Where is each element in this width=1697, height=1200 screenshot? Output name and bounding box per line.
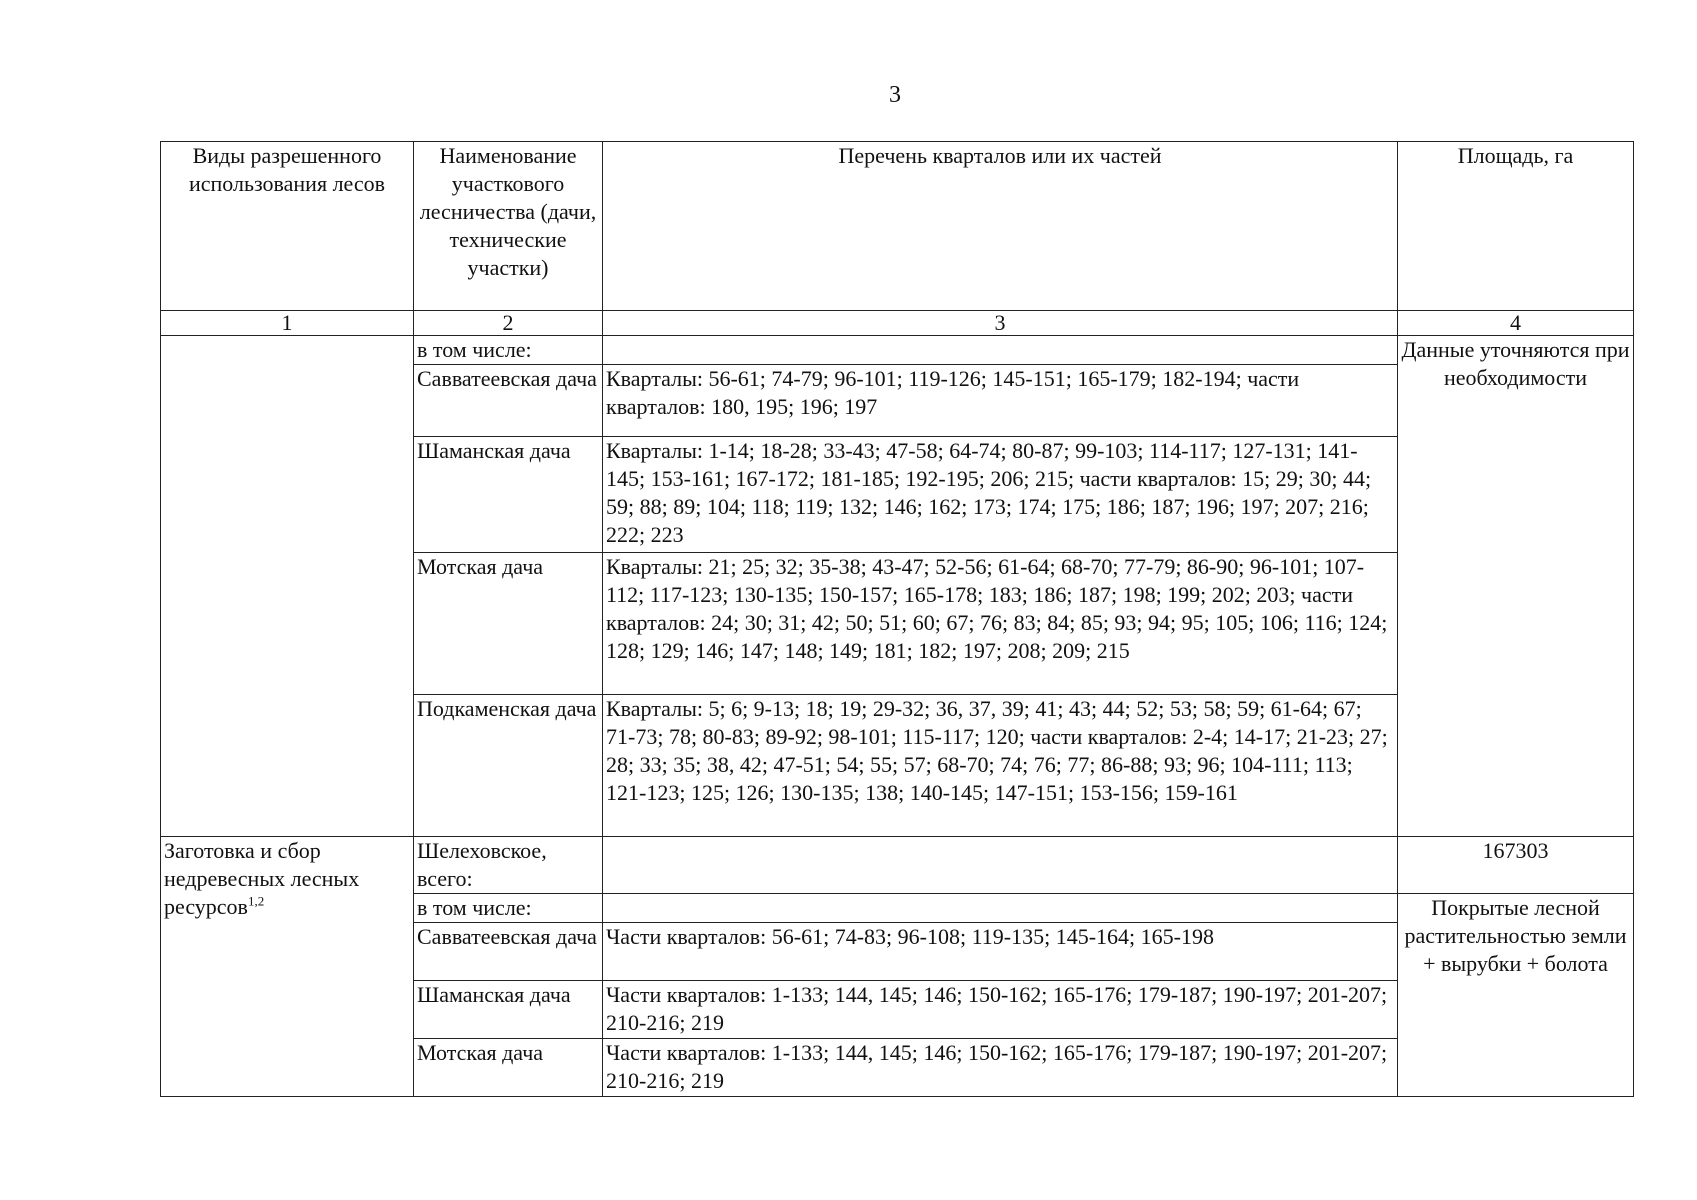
column-number: 4 — [1398, 311, 1634, 336]
quarters-list: Части кварталов: 1-133; 144, 145; 146; 150-162; 165-176; 179-187; 190-197; 201-207; 210-216; 219 — [603, 1039, 1398, 1097]
quarters-list — [603, 336, 1398, 365]
forestry-name: Подкаменская дача — [414, 695, 603, 837]
quarters-list: Кварталы: 5; 6; 9-13; 18; 19; 29-32; 36, 37, 39; 41; 43; 44; 52; 53; 58; 59; 61-64; 67; 71-73; 78; 80-83; 89-92; 98-101; 115-117; 120; части кварталов: 2-4; 14-17; 21-23; 27; 28; 33; 35; 38, 42; 47-51; 54; 55; 57; 68-70; 74; 76; 77; 86-88; 93; 96; 104-111; 113; 121-123; 125; 126; 130-135; 138; 140-145; 147-151; 153-156; 159-161 — [603, 695, 1398, 837]
forestry-name: Мотская дача — [414, 1039, 603, 1097]
forestry-name: в том числе: — [414, 336, 603, 365]
quarters-list — [603, 894, 1398, 923]
quarters-list: Части кварталов: 1-133; 144, 145; 146; 150-162; 165-176; 179-187; 190-197; 201-207; 210-216; 219 — [603, 981, 1398, 1039]
header-row — [161, 142, 1634, 311]
forestry-name: Савватеевская дача — [414, 923, 603, 981]
header-quarters-list: Перечень кварталов или их частей — [603, 142, 1398, 311]
area-note: Покрытые лесной растительностью земли + вырубки + болота — [1398, 894, 1634, 1097]
header-use-type: Виды разрешенного использования лесов — [161, 142, 414, 311]
header-area: Площадь, га — [1398, 142, 1634, 311]
footnote-ref: 1,2 — [247, 893, 265, 909]
quarters-list: Кварталы: 21; 25; 32; 35-38; 43-47; 52-56; 61-64; 68-70; 77-79; 86-90; 96-101; 107-112; 117-123; 130-135; 150-157; 165-178; 183; 186; 187; 198; 199; 202; 203; части кварталов: 24; 30; 31; 42; 50; 51; 60; 67; 76; 83; 84; 85; 93; 94; 95; 105; 106; 116; 124; 128; 129; 146; 147; 148; 149; 181; 182; 197; 208; 209; 215 — [603, 553, 1398, 695]
total-area: 167303 — [1398, 837, 1634, 894]
column-number: 3 — [603, 311, 1398, 336]
forestry-total-name: Шелеховское, всего: — [414, 837, 603, 894]
header-forestry-name: Наименование участкового лесничества (дачи, технические участки) — [414, 142, 603, 311]
use-type-text: Заготовка и сбор недревесных лесных ресурсов — [164, 838, 360, 919]
table-row — [161, 336, 1634, 365]
page-number: 3 — [889, 82, 901, 108]
quarters-list: Части кварталов: 56-61; 74-83; 96-108; 119-135; 145-164; 165-198 — [603, 923, 1398, 981]
column-number: 2 — [414, 311, 603, 336]
table-row — [161, 837, 1634, 894]
quarters-list — [603, 837, 1398, 894]
quarters-list: Кварталы: 1-14; 18-28; 33-43; 47-58; 64-74; 80-87; 99-103; 114-117; 127-131; 141-145; 153-161; 167-172; 181-185; 192-195; 206; 215; части кварталов: 15; 29; 30; 44; 59; 88; 89; 104; 118; 119; 132; 146; 162; 173; 174; 175; 186; 187; 196; 197; 207; 216; 222; 223 — [603, 437, 1398, 553]
forestry-name: Шаманская дача — [414, 981, 603, 1039]
quarters-list: Кварталы: 56-61; 74-79; 96-101; 119-126; 145-151; 165-179; 182-194; части кварталов: 180, 195; 196; 197 — [603, 365, 1398, 437]
column-number-row — [161, 311, 1634, 336]
column-number: 1 — [161, 311, 414, 336]
area-note: Данные уточняются при необходимости — [1398, 336, 1634, 837]
use-type — [161, 837, 414, 1097]
forest-use-table — [160, 141, 1634, 1097]
forestry-name: Шаманская дача — [414, 437, 603, 553]
forestry-name: Мотская дача — [414, 553, 603, 695]
forestry-name: в том числе: — [414, 894, 603, 923]
forestry-name: Савватеевская дача — [414, 365, 603, 437]
use-type-cell-empty — [161, 336, 414, 837]
